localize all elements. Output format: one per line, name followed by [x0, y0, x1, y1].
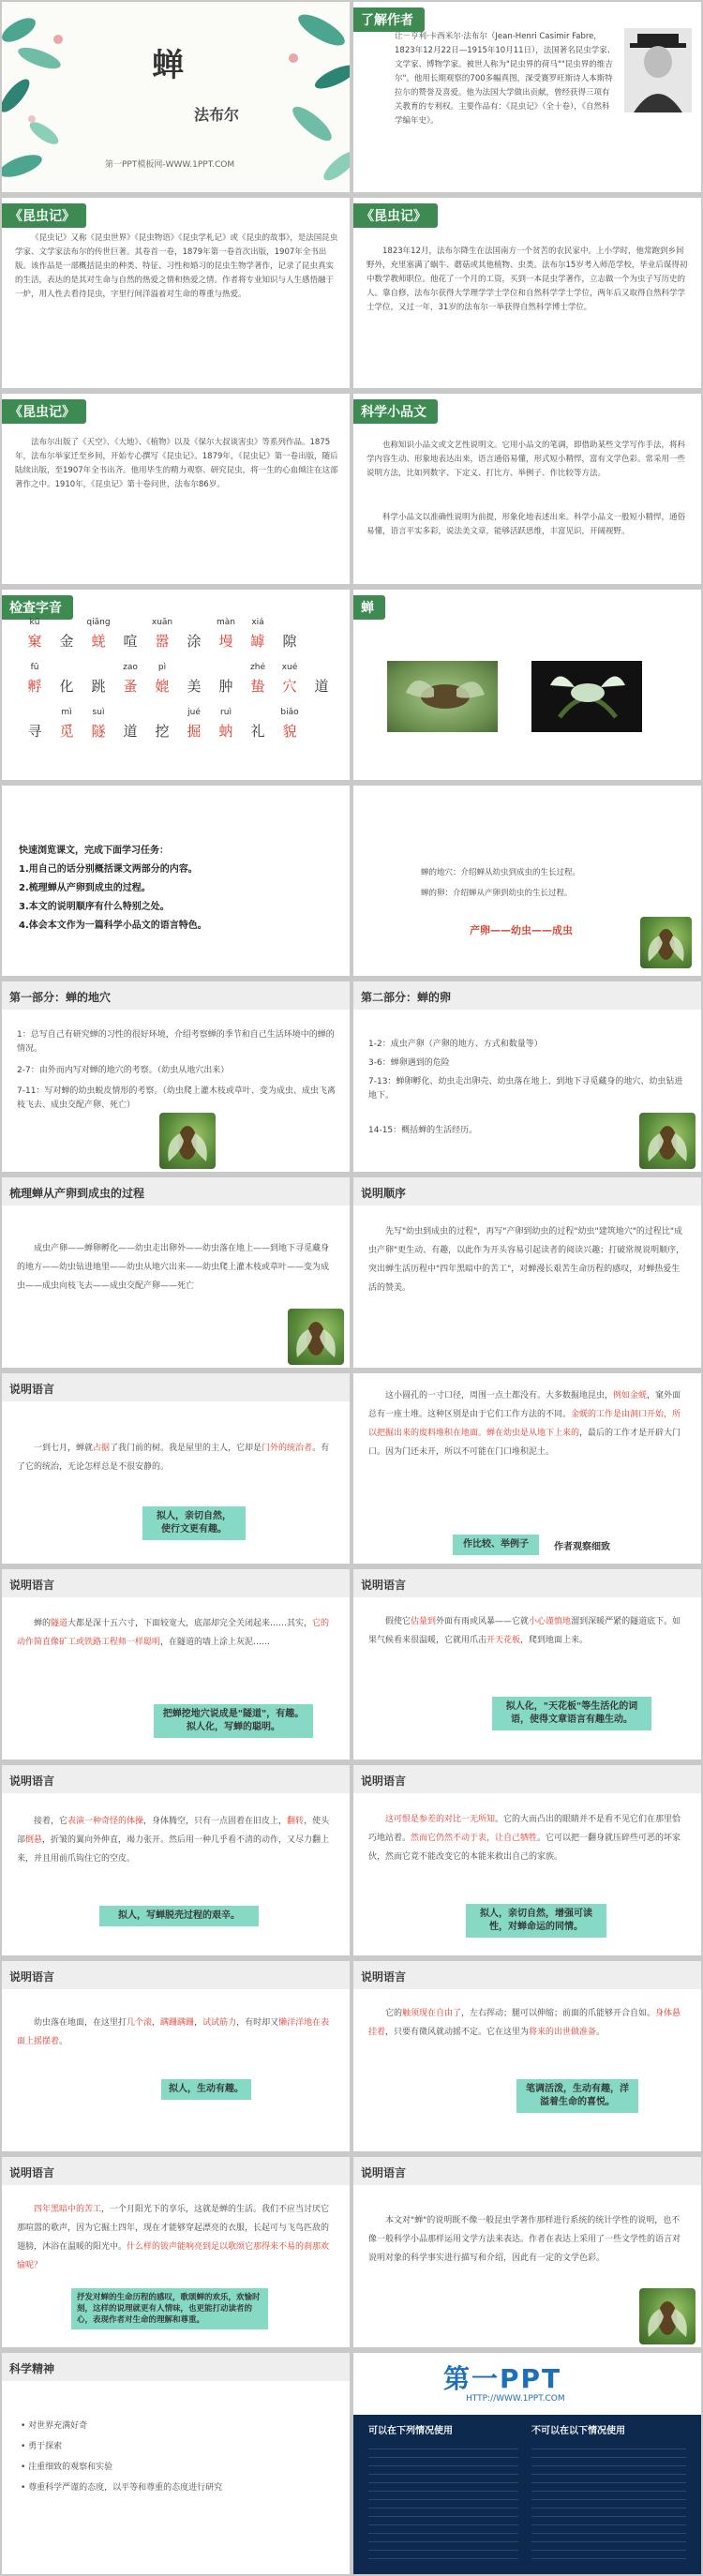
pronunciation-grid	[19, 618, 337, 777]
pronunciation-cell	[210, 663, 242, 696]
part-two-para-1: 1-2：成虫产卵（产卵的地方、方式和数量等）	[368, 1040, 543, 1049]
hanzi: 孵	[27, 678, 42, 695]
hanzi: 化	[59, 678, 74, 695]
hanzi: 窠	[27, 633, 42, 650]
analysis-box: 拟人，亲切自然，增强可读性，对蝉命运的同情。	[466, 1904, 606, 1938]
author-life-text: 1823年12月，法布尔降生在法国南方一个贫苦的农民家中。上小学时，他常跑到乡间野外，充里塞满了蜗牛、蘑菇或其他植物、虫类。法布尔15岁考入师范学校，毕业后谋得初中数学教师职位。他花了一个月的工资，买到一本昆虫学著作，立志做一个为虫子写历史的人。靠自修，法布尔获得大学理学学士学位和自然科学学士学位，两年后又取得自然科学学士学位，又过一年，31岁的法布尔一举获得自然科学博士学位。	[366, 247, 688, 312]
life-cycle-text: 成虫产卵——蝉卵孵化——幼虫走出卵外——幼虫落在地上——到地下寻觅藏身的地方——幼虫钻进地里——幼虫从地穴出来——幼虫爬上灌木枝或草叶——变为成虫——成虫向枝飞去——成虫交配产卵——死亡	[17, 1244, 330, 1291]
hanzi: 隧	[91, 723, 106, 740]
section-tab: 说明语言	[9, 1970, 55, 1984]
pinyin	[114, 708, 146, 721]
pronunciation-cell	[114, 708, 146, 741]
slide-part-two	[353, 981, 701, 1172]
part-one-para-1: 1：总写自己有研究蝉的习性的很好环境，介绍考察蝉的季节和自己生活环境中的蝉的情况。	[17, 1030, 335, 1054]
cicada-illustration	[159, 1113, 216, 1169]
hanzi: 金	[59, 633, 74, 650]
quote-text: 蝉的隧道大都是深十五六寸，下面较宽大，底部却完全关闭起来……其实，它的动作简直像矿工或铁路工程师一样聪明，在隧道的墙上涂上灰泥……	[17, 1619, 330, 1647]
hanzi: 礼	[250, 723, 265, 740]
analysis-box-method: 作比较、举例子	[453, 1535, 539, 1555]
author-name: 法布尔	[194, 106, 240, 124]
section-tab: 第二部分：蝉的卵	[361, 991, 452, 1004]
slide-part-one	[2, 981, 350, 1172]
pronunciation-cell	[51, 708, 82, 741]
pinyin: màn	[217, 618, 235, 627]
spirit-item-3: • 注重细致的观察和实验	[21, 2463, 113, 2472]
leaf-decoration-right	[247, 2, 350, 192]
pinyin: fū	[30, 663, 39, 672]
pronunciation-cell	[178, 663, 210, 696]
slide-science-essay	[353, 394, 701, 584]
section-tab: 检查字音	[2, 595, 73, 620]
explanation-order-text: 先写"幼虫到成虫的过程"，再写"产卵到幼虫的过程"幼虫"建筑地穴"的过程比"成虫产卵"更生动、有趣，以此作为开头容易引起读者的阅读兴趣；打破常规说明顺序，突出蝉生活历程中"四年黑暗中的苦工"，对蝉漫长艰苦生命历程的感叹，对蝉热爱生活的赞美。	[368, 1227, 685, 1293]
task-item-2: 2.梳理蝉从产卵到成虫的过程。	[19, 883, 151, 893]
pronunciation-cell	[146, 708, 178, 741]
slide-language-8	[353, 1961, 701, 2151]
science-essay-text-1: 也称知识小品文或文艺性说明文。它用小品文的笔调，即借助某些文学写作手法，将科学内容生动、形象地表达出来，语言通俗易懂，形式短小精悍，富有文学色彩。常采用一些说明方法，比如列数字、下定义、打比方、举例子、作比较等方法。	[366, 441, 686, 478]
slide-language-4	[353, 1569, 701, 1760]
pronunciation-cell	[274, 708, 306, 741]
task-item-4: 4.体会本文作为一篇科学小品文的语言特色。	[19, 921, 207, 931]
hanzi: 穴	[282, 678, 297, 695]
section-tab: 说明语言	[9, 1383, 55, 1396]
section-tab: 第一部分：蝉的地穴	[9, 991, 112, 1004]
part-one-para-2: 2-7：由外而内写对蝉的地穴的考察。（幼虫从地穴出来）	[17, 1066, 230, 1075]
slide-language-5	[2, 1765, 350, 1955]
slide-title	[2, 2, 350, 192]
hanzi: 媲	[155, 678, 170, 695]
author-portrait	[624, 28, 692, 112]
cicada-illustration	[639, 1113, 696, 1169]
slide-language-1	[2, 1373, 350, 1564]
analysis-box: 拟人，生动有趣。	[161, 2079, 251, 2100]
pronunciation-cell	[146, 618, 178, 651]
hanzi: 蚋	[218, 723, 233, 740]
analysis-box: 把蝉挖地穴说成是"隧道"，有趣。拟人化，写蝉的聪明。	[154, 1704, 313, 1738]
cicada-illustration	[640, 917, 692, 968]
pinyin	[114, 618, 146, 631]
analysis-box: 抒发对蝉的生命历程的感叹，歌颂蝉的欢乐，欢愉时刻，这样的说理就更有人情味，也更能打动读者的心，表现作者对生命的理解和尊重。	[71, 2288, 268, 2329]
hanzi: 罅	[250, 633, 265, 650]
book-intro-text: 《昆虫记》又称《昆虫世界》《昆虫物语》《昆虫学札记》或《昆虫的故事》，是法国昆虫学家、文学家法布尔的传世巨著。其卷首一卷，1879年第一卷首次出版，1907年全书出版。该作品是一部概括昆虫的种类、特征、习性和婚习的昆虫生物学著作，记录了昆虫真实的生活，表达的是其对生命与自然的热爱之情和热爱之情。作者将专业知识与人生感悟融于一炉，用人性去看待昆虫，字里行间洋溢着对生命的尊重与热爱。	[15, 233, 338, 299]
pronunciation-cell	[19, 663, 51, 696]
slide-life-cycle	[2, 1177, 350, 1368]
pronunciation-cell	[210, 618, 242, 651]
slide-about-author	[353, 2, 701, 192]
pronunciation-cell	[242, 618, 274, 651]
ppt-logo: 第一PPT	[443, 2363, 562, 2394]
hanzi: 美	[187, 678, 202, 695]
spirit-item-4: • 尊重科学严谨的态度，以平等和尊重的态度进行研究	[21, 2483, 223, 2493]
hanzi: 觅	[59, 723, 74, 740]
section-tab: 《昆虫记》	[353, 203, 438, 228]
part-one-para-3: 7-11：写对蝉的幼虫蜕皮情形的考察。（幼虫爬上灌木枝或草叶、变为成虫、成虫飞离枝飞去、成虫交配产卵、死亡）	[17, 1086, 336, 1110]
slide-cicada-photos	[353, 590, 701, 780]
quote-text: 这可恨是参差的对比一无所知。它的大而凸出的眼睛并不是看不见它们在那里恰巧地站着。然而它仍然不动于衷，让自己牺牲。它可以把一翻身就压碎些可恶的坏家伙，然而它竟不能改变它的本能来救出自己的家族。	[368, 1815, 681, 1862]
section-tab: 蝉	[353, 595, 385, 620]
section-tab: 说明语言	[361, 1775, 407, 1788]
hanzi: 挖	[155, 723, 170, 740]
hanzi: 隙	[282, 633, 297, 650]
analysis-box: 拟人，亲切自然， 使行文更有趣。	[142, 1506, 246, 1540]
analysis-note: 作者观察细致	[554, 1542, 610, 1552]
publishing-text: 法布尔出版了《天空》、《大地》、《植物》以及《保尔大叔谈害虫》等系列作品。1875年，法布尔举家迁至乡间，开始专心撰写《昆虫记》。1879年，《昆虫记》第一卷出版，随后陆续出版，至1907年全书出齐。他用毕生的精力观察、研究昆虫，将一生的心血倾注在这部著作之中。1910年，《昆虫记》第十卷问世，法布尔86岁。	[15, 438, 338, 489]
hanzi: 蚤	[123, 678, 138, 695]
slide-book-intro	[2, 198, 350, 388]
pinyin: jué	[187, 708, 201, 717]
quote-text: 假使它估量到外面有雨或风暴——它就小心谨慎地溜到深暖严紧的隧道底下。如果气候看来很温暖，它就用爪击开天花板，爬到地面上来。	[368, 1617, 681, 1645]
language-summary-text: 本文对"蝉"的说明既不像一般昆虫学著作那样进行系统的统计学性的说明，也不像一般科学小品那样运用文学方法来表达。作者在表达上采用了一些文学性的语言对说明对象的科学事实进行描写和介绍，因此有一定的文学色彩。	[368, 2216, 681, 2263]
section-tab: 说明语言	[9, 1579, 55, 1592]
pinyin: kū	[29, 618, 40, 627]
slide-reading-tasks	[2, 786, 350, 976]
section-tab: 《昆虫记》	[2, 399, 86, 424]
section-tab: 科学小品文	[353, 399, 438, 424]
part-summary-2: 蝉的卵：介绍蝉从产卵到幼虫的生长过程。	[421, 889, 573, 898]
analysis-box: 拟人化，"天花板"等生活化的词语，使得文章语言有趣生动。	[492, 1697, 651, 1730]
author-bio: 让－亨利·卡西米尔·法布尔（Jean-Henri Casimir Fabre，1823年12月22日—1915年10月11日），法国著名昆虫学家、文学家、博物学家。被世人称为"昆虫界的荷马""昆虫界的维吉尔"。他用长期观察的700多幅真图，深受赛罗旺斯诗人本斯特拉尔的赞誉及喜爱。他为法国大学做出贡献，曾经获得三项有关教育的专利权。主要作品有：《昆虫记》（全十卷），《自然科学编年史》。	[395, 32, 616, 126]
slide-scientific-spirit	[2, 2353, 350, 2574]
pronunciation-cell	[178, 618, 210, 651]
section-tab: 说明语言	[9, 1775, 55, 1788]
ppt-url: HTTP://WWW.1PPT.COM	[466, 2394, 565, 2404]
pronunciation-cell	[82, 618, 114, 651]
pinyin: xuān	[151, 618, 173, 627]
pronunciation-cell	[82, 663, 114, 696]
science-essay-text-2: 科学小品文以准确性说明为前提，形象化地表述出来。科学小品文一般短小精悍，通俗易懂，语言平实多彩，说法美文章，能够活跃思维，丰富见识，开阔视野。	[366, 513, 686, 536]
quote-text: 接着，它表演一种奇怪的体操，身体腾空，只有一点固着在旧皮上，翻转，使头部倒悬，折皱的翼向外伸直，竭力张开。然后用一种几乎看不清的动作，又尽力翻上来，并且用前爪钩住它的空皮。	[17, 1817, 330, 1864]
pinyin: biǎo	[280, 708, 299, 717]
pronunciation-cell	[242, 663, 274, 696]
pinyin: suì	[92, 708, 105, 717]
pinyin	[82, 663, 114, 676]
spirit-item-1: • 对世界充满好奇	[21, 2421, 88, 2431]
pinyin	[178, 663, 210, 676]
hanzi: 蛰	[250, 678, 265, 695]
section-tab: 梳理蝉从产卵到成虫的过程	[9, 1187, 145, 1200]
quote-text: 四年黑暗中的苦工，一个月阳光下的享乐，这就是蝉的生活。我们不应当讨厌它那喧嚣的歌声，因为它掘土四年，现在才能够穿起漂亮的衣服，长起可与飞鸟匹敌的翅膀，沐浴在温暖的阳光中。什么样的钹声能响亮到足以歌颂它那得来不易的刹那欢愉呢？	[17, 2205, 330, 2270]
slide-language-6	[353, 1765, 701, 1955]
site-caption: 第一PPT模板网-WWW.1PPT.COM	[105, 160, 235, 170]
ad-col-allowed: 可以在下列情况使用	[368, 2426, 453, 2436]
pinyin	[51, 663, 82, 676]
section-tab: 说明语言	[361, 1970, 407, 1984]
pronunciation-cell	[210, 708, 242, 741]
cicada-illustration	[288, 1309, 344, 1365]
section-tab: 了解作者	[353, 7, 425, 32]
pronunciation-cell	[51, 663, 82, 696]
slide-pronunciation	[2, 590, 350, 780]
cicada-illustration	[639, 2288, 696, 2344]
pinyin: mì	[61, 708, 72, 717]
hanzi: 墁	[218, 633, 233, 650]
hanzi: 嚣	[155, 633, 170, 650]
slide-language-2	[353, 1373, 701, 1564]
pronunciation-cell	[19, 708, 51, 741]
slide-ppt-ad	[353, 2353, 701, 2574]
cicada-photo-2	[531, 661, 642, 732]
hanzi: 掘	[187, 723, 202, 740]
cicada-photo-1	[387, 661, 498, 732]
pinyin	[146, 708, 178, 721]
ad-panel	[353, 2415, 701, 2574]
ad-col-forbidden: 不可以在以下情况使用	[531, 2426, 625, 2436]
hanzi: 寻	[27, 723, 42, 740]
section-tab: 说明语言	[361, 1579, 407, 1592]
analysis-box: 拟人，写蝉脱壳过程的艰辛。	[99, 1906, 259, 1926]
section-tab: 《昆虫记》	[2, 203, 86, 228]
pronunciation-cell	[146, 663, 178, 696]
quote-text: 这小圆孔的一寸口径，周围一点土都没有。大多数掘地昆虫，例如金蜣，窠外面总有一座土堆。这种区别是由于它们工作方法的不同。金蜣的工作是由洞口开始，所以把掘出来的废料堆积在地面。蝉在幼虫是从地下上来的，最后的工作才是开辟大门口。因为门还未开，所以不可能在门口堆积泥土。	[368, 1391, 681, 1457]
pinyin: zhé	[250, 663, 265, 672]
slide-book-author-life	[353, 198, 701, 388]
pinyin: pì	[157, 663, 167, 672]
pronunciation-cell	[114, 618, 146, 651]
quote-text: 一到七月，蝉就占据了我门前的树。我是屋里的主人，它却是门外的统治者。有了它的统治，无论怎样总是不很安静的。	[17, 1444, 330, 1472]
page-title: 蝉	[152, 47, 184, 84]
pinyin	[210, 663, 242, 676]
pronunciation-cell	[306, 663, 337, 696]
hanzi: 道	[123, 723, 138, 740]
pinyin	[242, 708, 274, 721]
slide-book-publishing	[2, 394, 350, 584]
slide-explanation-order	[353, 1177, 701, 1368]
pronunciation-cell	[82, 708, 114, 741]
tasks-heading: 快速浏览课文，完成下面学习任务：	[19, 846, 169, 856]
part-summary-1: 蝉的地穴：介绍蝉从幼虫到成虫的生长过程。	[421, 868, 581, 877]
quote-text: 它的触须现在自由了，左右挥动；腿可以伸缩；前面的爪能够开合自如。身体悬挂着，只要有微风就动摇不定。它在这里为将来的出世做准备。	[368, 2009, 681, 2037]
hanzi: 喧	[123, 633, 138, 650]
pronunciation-cell	[114, 663, 146, 696]
hanzi: 蜣	[91, 633, 106, 650]
spirit-item-2: • 勇于探索	[21, 2442, 63, 2451]
pronunciation-cell	[274, 618, 306, 651]
task-item-3: 3.本文的说明顺序有什么特别之处。	[19, 902, 170, 912]
quote-text: 幼虫落在地面，在这里打几个滚，蹒跚蹒跚，试试筋力，有时却又懒洋洋地在表面上摇摆着。	[17, 2018, 330, 2046]
pinyin	[274, 618, 306, 631]
pinyin	[178, 618, 210, 631]
section-tab: 说明顺序	[361, 1187, 407, 1200]
pinyin	[51, 618, 82, 631]
slide-language-3	[2, 1569, 350, 1760]
pinyin: xué	[281, 663, 298, 672]
part-two-para-4: 14-15：概括蝉的生活经历。	[368, 1126, 478, 1135]
hanzi: 貌	[282, 723, 297, 740]
slide-two-parts	[353, 786, 701, 976]
part-two-para-2: 3-6：蝉卵遇到的危险	[368, 1058, 450, 1068]
hanzi: 涂	[187, 633, 202, 650]
pinyin: xiá	[251, 618, 264, 627]
part-two-para-3: 7-13：蝉卵孵化、幼虫走出卵壳、幼虫落在地上、到地下寻觅藏身的地穴、幼虫钻进地下。	[368, 1077, 683, 1101]
hanzi: 跳	[91, 678, 106, 695]
pinyin	[306, 663, 337, 676]
pinyin: ruì	[220, 708, 232, 717]
analysis-box: 笔调活泼，生动有趣，洋溢着生命的喜悦。	[516, 2079, 638, 2113]
slide-language-9	[2, 2157, 350, 2347]
section-tab: 科学精神	[9, 2362, 55, 2375]
pronunciation-cell	[178, 708, 210, 741]
life-cycle-flow: 产卵——幼虫——成虫	[470, 924, 573, 936]
section-tab: 说明语言	[9, 2166, 55, 2179]
pronunciation-cell	[274, 663, 306, 696]
pinyin: qiāng	[86, 618, 111, 627]
leaf-decoration-left	[2, 2, 86, 192]
slide-language-7	[2, 1961, 350, 2151]
hanzi: 肿	[218, 678, 233, 695]
slide-language-summary	[353, 2157, 701, 2347]
section-tab: 说明语言	[361, 2166, 407, 2179]
pronunciation-cell	[19, 618, 51, 651]
hanzi: 道	[314, 678, 329, 695]
pronunciation-cell	[51, 618, 82, 651]
pinyin	[19, 708, 51, 721]
pinyin: zao	[123, 663, 138, 672]
pronunciation-cell	[242, 708, 274, 741]
task-item-1: 1.用自己的话分别概括课文两部分的内容。	[19, 864, 198, 875]
